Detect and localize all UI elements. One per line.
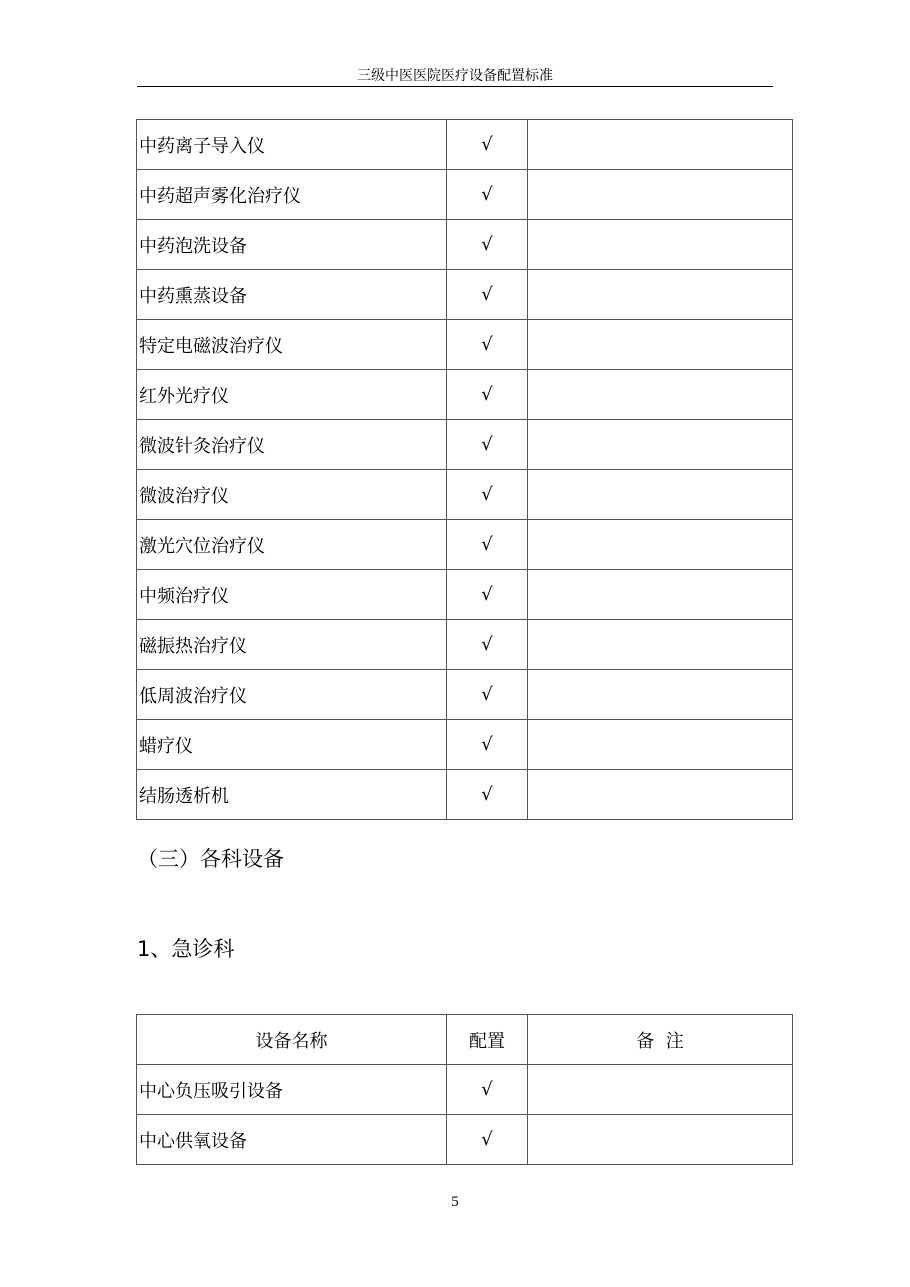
note-cell	[528, 370, 793, 420]
config-check-cell: √	[447, 1115, 528, 1165]
table-row	[137, 270, 793, 320]
emergency-equipment-table	[136, 1014, 793, 1165]
equipment-table-continued	[136, 119, 793, 820]
table-row	[137, 220, 793, 270]
config-check-cell: √	[447, 720, 528, 770]
table-row	[137, 1065, 793, 1115]
note-cell	[528, 220, 793, 270]
table-row	[137, 470, 793, 520]
table-row	[137, 320, 793, 370]
table-row	[137, 670, 793, 720]
note-cell	[528, 270, 793, 320]
config-check-cell: √	[447, 120, 528, 170]
equipment-name-cell: 特定电磁波治疗仪	[137, 320, 447, 370]
table-row	[137, 420, 793, 470]
table-row	[137, 620, 793, 670]
section-heading: （三）各科设备	[137, 847, 284, 871]
table-row	[137, 170, 793, 220]
equipment-name-cell: 红外光疗仪	[137, 370, 447, 420]
equipment-name-cell: 中心供氧设备	[137, 1115, 447, 1165]
equipment-name-cell: 中药离子导入仪	[137, 120, 447, 170]
note-cell	[528, 470, 793, 520]
equipment-name-cell: 低周波治疗仪	[137, 670, 447, 720]
table-row	[137, 720, 793, 770]
note-cell	[528, 420, 793, 470]
header-divider	[137, 86, 773, 87]
equipment-name-cell: 中药泡洗设备	[137, 220, 447, 270]
equipment-name-cell: 磁振热治疗仪	[137, 620, 447, 670]
note-cell	[528, 670, 793, 720]
config-check-cell: √	[447, 320, 528, 370]
config-check-cell: √	[447, 420, 528, 470]
config-check-cell: √	[447, 470, 528, 520]
config-check-cell: √	[447, 170, 528, 220]
config-check-cell: √	[447, 1065, 528, 1115]
equipment-name-cell: 结肠透析机	[137, 770, 447, 820]
column-header-config: 配置	[447, 1015, 528, 1065]
department-heading: 1、急诊科	[137, 937, 235, 961]
note-cell	[528, 520, 793, 570]
table-row	[137, 1115, 793, 1165]
page-header-title: 三级中医医院医疗设备配置标准	[357, 68, 553, 84]
page-number: 5	[451, 1194, 459, 1210]
table-row	[137, 370, 793, 420]
equipment-name-cell: 中心负压吸引设备	[137, 1065, 447, 1115]
note-cell	[528, 770, 793, 820]
equipment-name-cell: 中药超声雾化治疗仪	[137, 170, 447, 220]
equipment-name-cell: 微波治疗仪	[137, 470, 447, 520]
note-cell	[528, 120, 793, 170]
table-row	[137, 770, 793, 820]
note-cell	[528, 620, 793, 670]
note-cell	[528, 1115, 793, 1165]
note-cell	[528, 1065, 793, 1115]
equipment-name-cell: 激光穴位治疗仪	[137, 520, 447, 570]
config-check-cell: √	[447, 270, 528, 320]
config-check-cell: √	[447, 520, 528, 570]
config-check-cell: √	[447, 770, 528, 820]
equipment-name-cell: 中药熏蒸设备	[137, 270, 447, 320]
config-check-cell: √	[447, 670, 528, 720]
note-cell	[528, 320, 793, 370]
config-check-cell: √	[447, 620, 528, 670]
config-check-cell: √	[447, 570, 528, 620]
note-cell	[528, 170, 793, 220]
table-row	[137, 520, 793, 570]
column-header-name: 设备名称	[137, 1015, 447, 1065]
note-cell	[528, 720, 793, 770]
equipment-name-cell: 蜡疗仪	[137, 720, 447, 770]
equipment-name-cell: 微波针灸治疗仪	[137, 420, 447, 470]
config-check-cell: √	[447, 220, 528, 270]
column-header-note: 备 注	[528, 1015, 793, 1065]
table-row	[137, 120, 793, 170]
config-check-cell: √	[447, 370, 528, 420]
table-header-row	[137, 1015, 793, 1065]
equipment-name-cell: 中频治疗仪	[137, 570, 447, 620]
note-cell	[528, 570, 793, 620]
table-row	[137, 570, 793, 620]
